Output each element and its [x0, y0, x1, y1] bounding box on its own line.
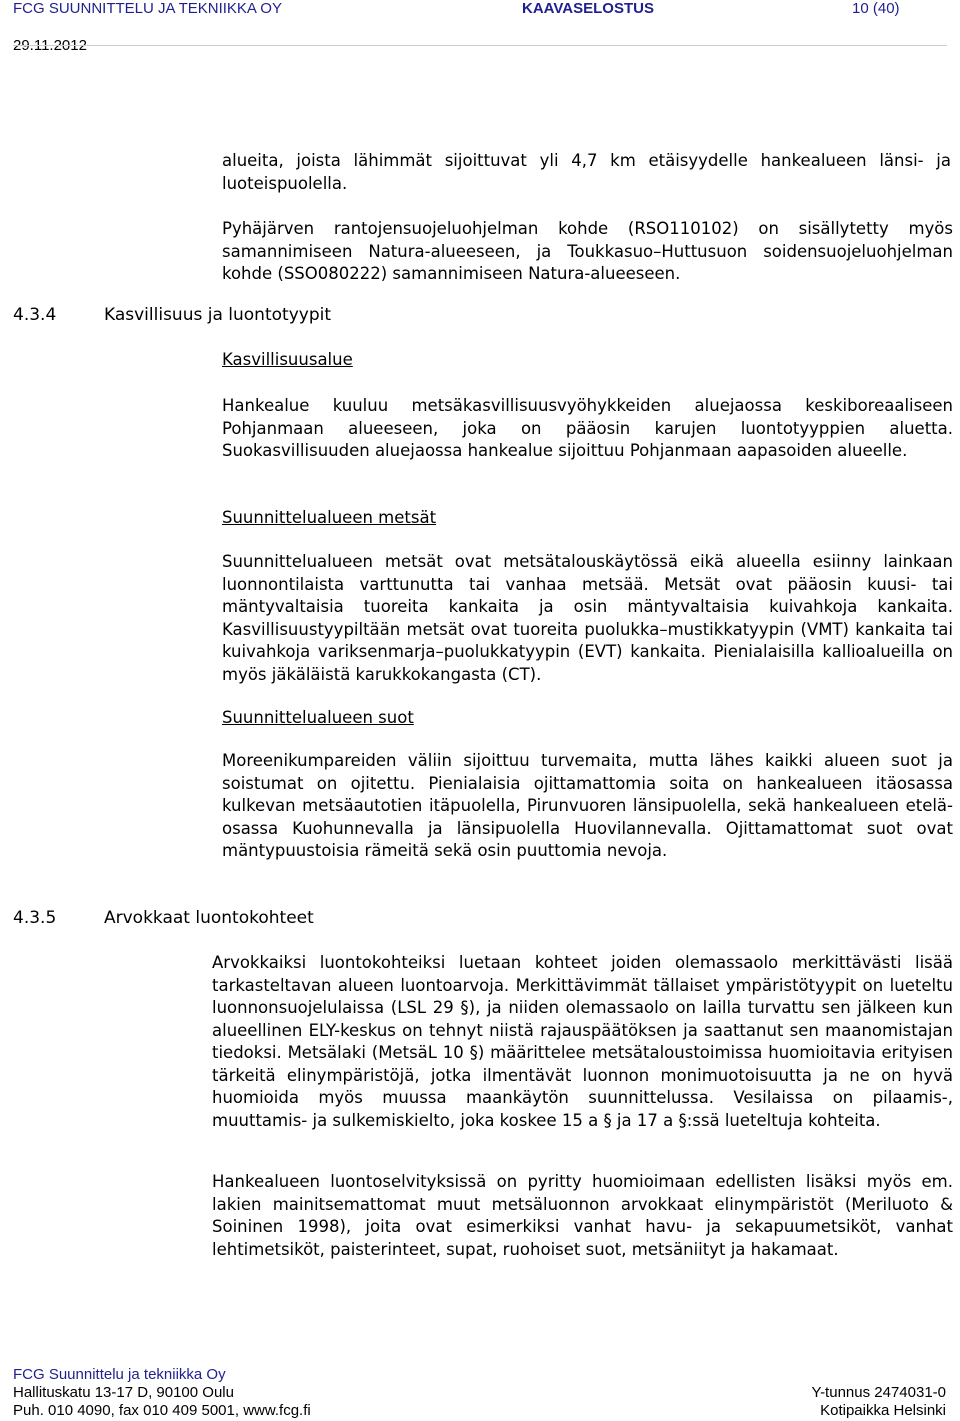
header-company: FCG SUUNNITTELU JA TEKNIIKKA OY: [13, 0, 282, 17]
section-number: 4.3.4: [13, 305, 57, 325]
paragraph-suot: Moreenikumpareiden väliin sijoittuu turvemaita, mutta lähes kaikki alueen suot ja soistumat on ojitettu. Pienialaisia ojittamattomia soita on hankealueen itäosassa kulkevan metsäautotien itäpuolella, Pirunvuoren länsipuolella, sekä hankealueen etelä-osassa Kuohunnevalla ja länsipuolella Huovilannevalla. Ojittamattomat suot ovat mäntypuustoisia rämeitä sekä osin puuttomia nevoja.: [222, 751, 953, 860]
subheading-suot: Suunnittelualueen suot: [222, 708, 414, 727]
subheading-kasvillisuusalue: Kasvillisuusalue: [222, 350, 353, 369]
section-title: Arvokkaat luontokohteet: [104, 908, 314, 928]
header-doc-type: KAAVASELOSTUS: [522, 0, 654, 17]
paragraph-metsat: Suunnittelualueen metsät ovat metsätalouskäytössä eikä alueella esiinny lainkaan luonnontilaista varttunutta tai vanhaa metsää. Metsät ovat pääosin kuusi- tai mäntyvaltaisia tuoreita kankaita ja osin mäntyvaltaisia kuivahkoja kankaita. Kasvillisuustyypiltään metsät ovat tuoreita puolukka–mustikkatyypin (VMT) kankaita tai kuivahkoja variksenmarja–puolukkatyypin (EVT) kankaita. Pienialaisilla kallioalueilla on myös jäkäläistä karukkokangasta (CT).: [222, 552, 953, 684]
footer-contact: Puh. 010 4090, fax 010 409 5001, www.fcg.fi: [13, 1402, 311, 1419]
paragraph-alueita: alueita, joista lähimmät sijoittuvat yli 4,7 km etäisyydelle hankealueen länsi- ja luoteispuolella.: [222, 151, 951, 193]
section-heading-4-3-4: [13, 304, 331, 326]
footer-business-id: Y-tunnus 2474031-0: [811, 1384, 946, 1401]
paragraph-arvokkaat: Arvokkaiksi luontokohteiksi luetaan kohteet joiden olemassaolo merkittävästi lisää tarkasteltavan alueen luontoarvoja. Merkittävimmät tällaiset ympäristötyypit on lueteltu luonnonsuojelulaissa (LSL 29 §), ja niiden olemassaolo on lailla turvattu sen jälkeen kun alueellinen ELY-keskus on tehnyt niistä rajauspäätöksen ja saattanut sen maanomistajan tiedoksi. Metsälaki (MetsäL 10 §) määrittelee metsätaloustoimissa huomioitavia erityisen tärkeitä elinympäristöjä, jotka ilmentävät luonnon monimuotoisuutta ja ne on hyvä huomioida myös muussa maankäytön suunnittelussa. Vesilaissa on pilaamis-, muuttamis- ja sulkemiskielto, joka koskee 15 a § ja 17 a §:ssä lueteltuja kohteita.: [212, 953, 953, 1130]
header-page-number: 10 (40): [852, 0, 900, 17]
subheading-metsat: Suunnittelualueen metsät: [222, 508, 437, 527]
footer-company: FCG Suunnittelu ja tekniikka Oy: [13, 1366, 226, 1383]
paragraph-luontoselvitys: Hankealueen luontoselvityksissä on pyritty huomioimaan edellisten lisäksi myös em. lakien mainitsemattomat muut metsäluonnon arvokkaat elinympäristöt (Meriluoto & Soininen 1998), joita ovat esimerkiksi vanhat havu- ja sekapuumetsiköt, vanhat lehtimetsiköt, paisterinteet, supat, ruohoiset suot, metsäniityt ja hakamaat.: [212, 1172, 953, 1259]
section-heading-4-3-5: [13, 907, 314, 929]
section-title: Kasvillisuus ja luontotyypit: [104, 305, 331, 325]
paragraph-kasvillisuusalue: Hankealue kuuluu metsäkasvillisuusvyöhykkeiden aluejaossa keskiboreaaliseen Pohjanmaan alueeseen, joka on pääosin karujen luontotyyppien aluetta. Suokasvillisuuden aluejaossa hankealue sijoittuu Pohjanmaan aapasoiden alueelle.: [222, 396, 953, 460]
header-date: 29.11.2012: [13, 37, 87, 54]
footer-address: Hallituskatu 13-17 D, 90100 Oulu: [13, 1384, 234, 1401]
section-number: 4.3.5: [13, 908, 57, 928]
footer-domicile: Kotipaikka Helsinki: [820, 1402, 946, 1419]
paragraph-natura: Pyhäjärven rantojensuojeluohjelman kohde (RSO110102) on sisällytetty myös samannimiseen Natura-alueeseen, ja Toukkasuo–Huttusuon soidensuojeluohjelman kohde (SSO080222) samannimiseen Natura-alueeseen.: [222, 219, 953, 283]
header-divider: [13, 45, 947, 46]
